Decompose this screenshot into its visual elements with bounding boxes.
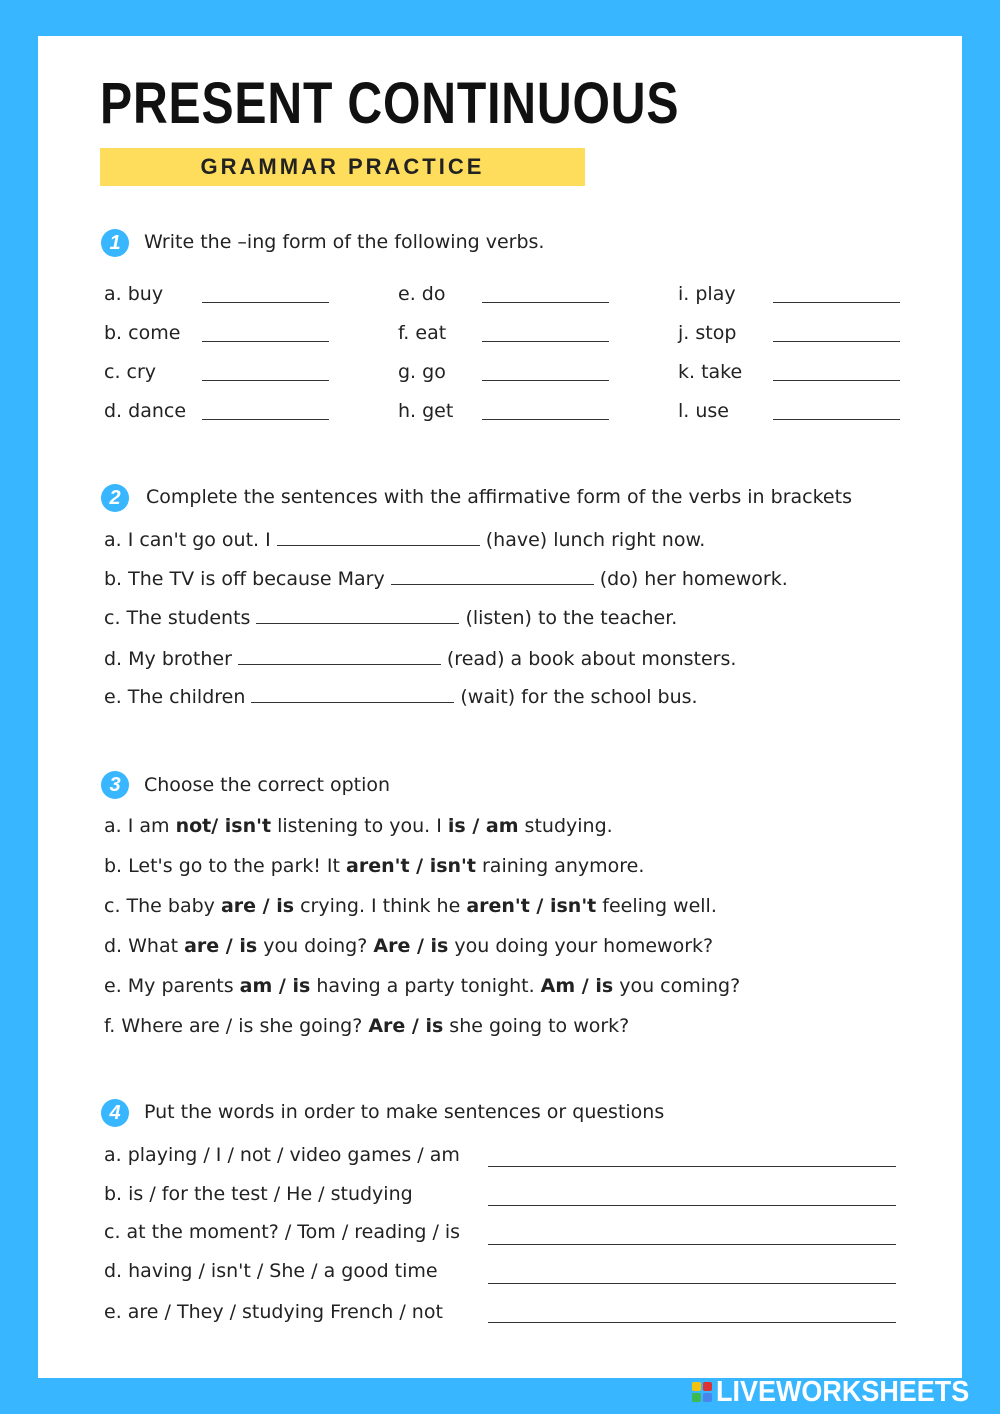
page-title: PRESENT CONTINUOUS bbox=[100, 71, 680, 136]
answer-blank[interactable] bbox=[482, 380, 609, 381]
answer-blank[interactable] bbox=[482, 341, 609, 342]
sentence-item: c. The students (listen) to the teacher. bbox=[104, 607, 678, 629]
answer-blank[interactable] bbox=[202, 302, 329, 303]
answer-blank[interactable] bbox=[202, 419, 329, 420]
answer-blank[interactable] bbox=[202, 341, 329, 342]
sentence-item: b. The TV is off because Mary (do) her homework. bbox=[104, 568, 788, 590]
section-2-instruction: Complete the sentences with the affirmative form of the verbs in brackets bbox=[146, 486, 852, 508]
sentence-item: e. The children (wait) for the school bus. bbox=[104, 686, 698, 708]
verb-item: b. come bbox=[104, 322, 181, 344]
subtitle-banner bbox=[100, 148, 585, 186]
section-number-badge: 3 bbox=[101, 771, 129, 799]
answer-line[interactable] bbox=[488, 1205, 896, 1206]
scrambled-words: b. is / for the test / He / studying bbox=[104, 1183, 413, 1205]
verb-item: e. do bbox=[398, 283, 446, 305]
verb-item: a. buy bbox=[104, 283, 164, 305]
answer-blank[interactable] bbox=[256, 622, 459, 624]
logo-square bbox=[692, 1393, 701, 1402]
answer-line[interactable] bbox=[488, 1166, 896, 1167]
section-4-instruction: Put the words in order to make sentences or questions bbox=[144, 1101, 665, 1123]
brand-name: LIVEWORKSHEETS bbox=[716, 1375, 970, 1408]
answer-blank[interactable] bbox=[773, 302, 900, 303]
option-choice[interactable]: are / is bbox=[184, 935, 258, 957]
verb-item: k. take bbox=[678, 361, 743, 383]
option-choice[interactable]: Are / is bbox=[368, 1015, 444, 1037]
section-3-instruction: Choose the correct option bbox=[144, 774, 391, 796]
answer-blank[interactable] bbox=[238, 663, 441, 665]
option-choice[interactable]: is / am bbox=[447, 815, 519, 837]
answer-line[interactable] bbox=[488, 1322, 896, 1323]
option-choice[interactable]: not/ isn't bbox=[175, 815, 272, 837]
sentence-item: a. I can't go out. I (have) lunch right now. bbox=[104, 529, 706, 551]
scrambled-words: e. are / They / studying French / not bbox=[104, 1301, 443, 1323]
liveworksheets-logo-icon bbox=[692, 1382, 712, 1402]
logo-square bbox=[692, 1382, 701, 1391]
option-sentence: d. What are / is you doing? Are / is you doing your homework? bbox=[104, 935, 714, 957]
answer-blank[interactable] bbox=[277, 544, 480, 546]
verb-item: j. stop bbox=[678, 322, 737, 344]
section-1-instruction: Write the –ing form of the following verbs. bbox=[144, 231, 545, 253]
option-choice[interactable]: are / is bbox=[220, 895, 295, 917]
verb-item: h. get bbox=[398, 400, 454, 422]
answer-blank[interactable] bbox=[391, 583, 594, 585]
verb-item: d. dance bbox=[104, 400, 187, 422]
verb-item: g. go bbox=[398, 361, 446, 383]
option-sentence: e. My parents am / is having a party tonight. Am / is you coming? bbox=[104, 975, 741, 997]
answer-blank[interactable] bbox=[482, 302, 609, 303]
section-number-badge: 4 bbox=[101, 1099, 129, 1127]
sentence-item: d. My brother (read) a book about monsters. bbox=[104, 648, 737, 670]
scrambled-words: d. having / isn't / She / a good time bbox=[104, 1260, 438, 1282]
option-choice[interactable]: am / is bbox=[239, 975, 311, 997]
logo-square bbox=[703, 1382, 712, 1391]
option-sentence: a. I am not/ isn't listening to you. I is / am studying. bbox=[104, 815, 613, 837]
option-choice[interactable]: aren't / isn't bbox=[466, 895, 597, 917]
answer-blank[interactable] bbox=[773, 419, 900, 420]
subtitle: GRAMMAR PRACTICE bbox=[200, 154, 485, 179]
logo-square bbox=[703, 1393, 712, 1402]
section-number-badge: 1 bbox=[101, 229, 129, 257]
option-choice[interactable]: aren't / isn't bbox=[346, 855, 476, 877]
verb-item: l. use bbox=[678, 400, 729, 422]
answer-line[interactable] bbox=[488, 1283, 896, 1284]
scrambled-words: a. playing / I / not / video games / am bbox=[104, 1144, 460, 1166]
liveworksheets-brand[interactable] bbox=[692, 1375, 988, 1408]
option-sentence: c. The baby are / is crying. I think he aren't / isn't feeling well. bbox=[104, 895, 717, 917]
option-sentence: f. Where are / is she going? Are / is she going to work? bbox=[104, 1015, 630, 1037]
answer-blank[interactable] bbox=[482, 419, 609, 420]
option-choice[interactable]: Am / is bbox=[540, 975, 614, 997]
scrambled-words: c. at the moment? / Tom / reading / is bbox=[104, 1221, 461, 1243]
section-number-badge: 2 bbox=[101, 484, 129, 512]
verb-item: c. cry bbox=[104, 361, 157, 383]
option-choice[interactable]: Are / is bbox=[373, 935, 449, 957]
answer-blank[interactable] bbox=[773, 380, 900, 381]
answer-blank[interactable] bbox=[773, 341, 900, 342]
option-sentence: b. Let's go to the park! It aren't / isn't raining anymore. bbox=[104, 855, 645, 877]
verb-item: f. eat bbox=[398, 322, 447, 344]
verb-item: i. play bbox=[678, 283, 736, 305]
answer-blank[interactable] bbox=[202, 380, 329, 381]
answer-blank[interactable] bbox=[251, 701, 454, 703]
answer-line[interactable] bbox=[488, 1244, 896, 1245]
